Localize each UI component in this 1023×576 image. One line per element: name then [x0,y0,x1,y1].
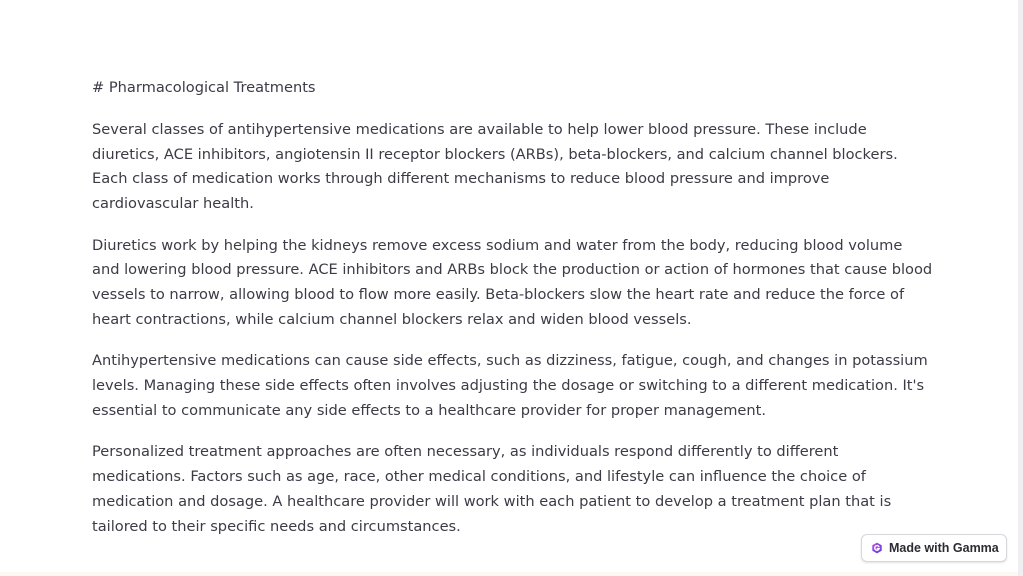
paragraph-medication-classes: Several classes of antihypertensive medications are available to help lower blood pressure. These include diuretics, ACE inhibitors, angiotensin II receptor blockers (ARBs), beta-blockers, and calcium channel blockers. Each class of medication works through different mechanisms to reduce blood pressure and improve cardiovascular health. [92,120,898,213]
paragraph-mechanisms: Diuretics work by helping the kidneys remove excess sodium and water from the body, reducing blood volume and lowering blood pressure. ACE inhibitors and ARBs block the production or action of hormones that cause blood vessels to narrow, allowing blood to flow more easily. Beta-blockers slow the heart rate and reduce the force of heart contractions, while calcium channel blockers relax and widen blood vessels. [92,236,933,328]
gamma-logo-icon [871,542,883,554]
page-edge [1018,0,1023,576]
document-body [92,76,934,556]
document-heading: # Pharmacological Treatments [92,79,316,96]
made-with-gamma-button[interactable] [861,534,1007,562]
paragraph-side-effects: Antihypertensive medications can cause side effects, such as dizziness, fatigue, cough, and changes in potassium levels. Managing these side effects often involves adjusting the dosage or switching to a different medication. It's essential to communicate any side effects to a healthcare provider for proper management. [92,352,928,419]
badge-label: Made with Gamma [889,541,999,555]
paragraph-personalized-treatment: Personalized treatment approaches are often necessary, as individuals respond differently to different medications. Factors such as age, race, other medical conditions, and lifestyle can influence the choice of medication and dosage. A healthcare provider will work with each patient to develop a treatment plan that is tailored to their specific needs and circumstances. [92,443,892,535]
